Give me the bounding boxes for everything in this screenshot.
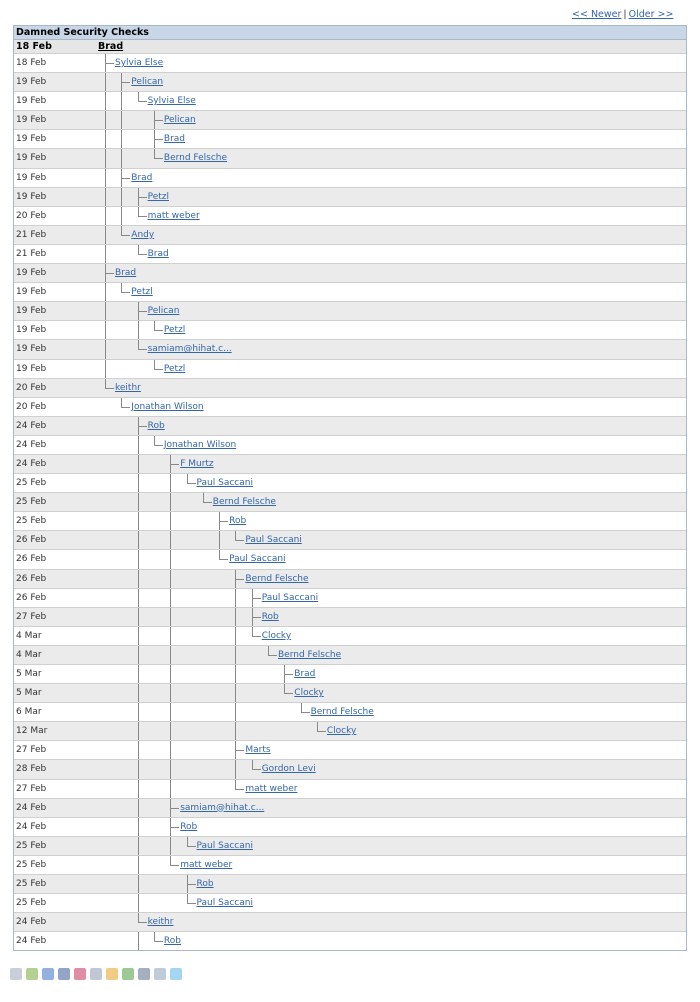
nav-separator: | <box>623 9 627 20</box>
table-row <box>14 588 686 607</box>
post-author-link[interactable]: Pelican <box>163 115 196 126</box>
tree-connector <box>235 570 244 580</box>
table-row <box>14 779 686 798</box>
tree-connector <box>187 894 196 904</box>
tree-connector <box>154 111 163 121</box>
post-author-link[interactable]: Rob <box>147 420 165 431</box>
tree-line <box>138 646 139 664</box>
table-row <box>14 206 686 225</box>
root-date: 18 Feb <box>16 41 52 52</box>
tree-connector <box>121 283 130 293</box>
tree-line <box>121 92 122 110</box>
tree-line <box>170 665 171 683</box>
tree-line <box>138 570 139 588</box>
delicious-icon[interactable] <box>42 968 54 980</box>
post-author-link[interactable]: Rob <box>261 611 279 622</box>
tree-connector <box>252 760 261 770</box>
tree-connector <box>252 608 261 618</box>
tree-connector <box>138 188 147 198</box>
post-date: 21 Feb <box>16 248 47 259</box>
tree-connector <box>219 512 228 522</box>
tree-connector <box>105 264 114 274</box>
tree-line <box>170 570 171 588</box>
tree-line <box>235 722 236 740</box>
tree-line <box>105 360 106 378</box>
post-author-link[interactable]: Gordon Levi <box>261 764 316 775</box>
post-date: 24 Feb <box>16 439 47 450</box>
table-row <box>14 187 686 206</box>
tree-line <box>138 818 139 836</box>
post-date: 26 Feb <box>16 535 47 546</box>
post-date: 26 Feb <box>16 554 47 565</box>
post-author-link[interactable]: Sylvia Else <box>147 96 196 107</box>
post-author-link[interactable]: Bernd Felsche <box>163 153 228 164</box>
table-row <box>14 912 686 931</box>
table-row <box>14 263 686 282</box>
tree-line <box>105 188 106 206</box>
post-date: 25 Feb <box>16 497 47 508</box>
post-date: 21 Feb <box>16 229 47 240</box>
table-row <box>14 378 686 397</box>
tree-line <box>138 894 139 912</box>
tree-line <box>138 875 139 893</box>
tree-line <box>121 130 122 148</box>
post-date: 24 Feb <box>16 458 47 469</box>
post-date: 24 Feb <box>16 936 47 947</box>
tree-line <box>138 455 139 473</box>
post-date: 24 Feb <box>16 802 47 813</box>
tree-connector <box>138 207 147 217</box>
tree-connector <box>154 932 163 942</box>
tree-line <box>170 493 171 511</box>
post-date: 25 Feb <box>16 898 47 909</box>
table-row <box>14 397 686 416</box>
tree-line <box>138 321 139 339</box>
tree-connector <box>121 169 130 179</box>
post-date: 19 Feb <box>16 77 47 88</box>
table-row <box>14 282 686 301</box>
tree-connector <box>187 875 196 885</box>
tree-line <box>235 608 236 626</box>
tree-line <box>138 722 139 740</box>
tree-line <box>138 684 139 702</box>
tree-line <box>105 207 106 225</box>
tree-line <box>138 589 139 607</box>
post-date: 27 Feb <box>16 745 47 756</box>
older-link[interactable]: Older >> <box>628 9 674 20</box>
tree-line <box>170 531 171 549</box>
table-row <box>14 492 686 511</box>
post-author-link[interactable]: Brad <box>131 172 153 183</box>
tree-line <box>105 283 106 301</box>
post-author-link[interactable]: Clocky <box>261 630 292 641</box>
tree-connector <box>138 417 147 427</box>
tree-line <box>219 531 220 549</box>
post-date: 25 Feb <box>16 516 47 527</box>
megaphone-icon[interactable] <box>138 968 150 980</box>
post-author-link[interactable]: samiam@hihat.c... <box>147 344 232 355</box>
tree-connector <box>317 722 326 732</box>
tree-line <box>138 436 139 454</box>
tree-line <box>235 760 236 778</box>
tree-line <box>170 760 171 778</box>
table-row <box>14 817 686 836</box>
post-date: 27 Feb <box>16 611 47 622</box>
tree-connector <box>121 398 130 408</box>
post-date: 25 Feb <box>16 478 47 489</box>
post-author-link[interactable]: Brad <box>115 268 137 279</box>
tree-line <box>138 780 139 798</box>
post-author-link[interactable]: Paul Saccani <box>196 840 253 851</box>
table-row <box>14 702 686 721</box>
post-author-link[interactable]: Rob <box>163 936 181 947</box>
table-row <box>14 607 686 626</box>
post-author-link[interactable]: Brad <box>147 248 169 259</box>
post-author-link[interactable]: keithr <box>147 917 174 928</box>
tree-line <box>138 493 139 511</box>
tree-line <box>105 130 106 148</box>
post-date: 19 Feb <box>16 115 47 126</box>
post-date: 5 Mar <box>16 669 42 679</box>
tree-line <box>138 531 139 549</box>
share-icon[interactable] <box>10 968 22 980</box>
post-date: 19 Feb <box>16 268 47 279</box>
table-row <box>14 664 686 683</box>
table-row <box>14 759 686 778</box>
post-author-link[interactable]: Petzl <box>147 191 169 202</box>
gear-share-icon[interactable] <box>26 968 38 980</box>
google-icon[interactable] <box>90 968 102 980</box>
tree-connector <box>235 780 244 790</box>
tree-connector <box>138 913 147 923</box>
tree-line <box>121 188 122 206</box>
tree-line <box>170 608 171 626</box>
post-author-link[interactable]: samiam@hihat.c... <box>180 802 265 813</box>
post-author-link[interactable]: Paul Saccani <box>245 535 302 546</box>
table-row <box>14 244 686 263</box>
table-row <box>14 473 686 492</box>
table-row <box>14 931 686 950</box>
table-row <box>14 893 686 912</box>
post-author-link[interactable]: Andy <box>131 229 155 240</box>
tree-line <box>170 627 171 645</box>
post-author-link[interactable]: Petzl <box>163 363 186 374</box>
post-date: 27 Feb <box>16 783 47 794</box>
tree-connector <box>252 589 261 599</box>
tree-connector <box>121 73 130 83</box>
tree-line <box>138 932 139 950</box>
tree-line <box>121 111 122 129</box>
tree-line <box>105 226 106 244</box>
tree-connector <box>170 856 179 866</box>
post-author-link[interactable]: Jonathan Wilson <box>163 439 237 450</box>
post-author-link[interactable]: Pelican <box>131 77 164 88</box>
post-author-link[interactable]: Petzl <box>163 325 186 336</box>
post-date: 24 Feb <box>16 821 47 832</box>
post-date: 28 Feb <box>16 764 47 775</box>
blogger-icon[interactable] <box>106 968 118 980</box>
tree-line <box>105 92 106 110</box>
tree-line <box>170 703 171 721</box>
tree-connector <box>235 531 244 541</box>
tree-line <box>170 550 171 568</box>
post-date: 19 Feb <box>16 191 47 202</box>
tree-line <box>105 321 106 339</box>
tree-line <box>170 780 171 798</box>
post-author-link[interactable]: matt weber <box>147 210 200 221</box>
post-author-link[interactable]: Brad <box>294 669 316 679</box>
post-author-link[interactable]: Paul Saccani <box>196 478 253 489</box>
tree-connector <box>121 226 130 236</box>
post-author-link[interactable]: keithr <box>115 382 141 393</box>
table-row <box>14 569 686 588</box>
tree-connector <box>301 703 310 713</box>
tree-connector <box>268 646 277 656</box>
twitter-icon[interactable] <box>170 968 182 980</box>
table-row <box>14 721 686 740</box>
tree-line <box>105 73 106 91</box>
tree-connector <box>154 360 163 370</box>
table-row <box>14 511 686 530</box>
tree-line <box>170 741 171 759</box>
post-date: 19 Feb <box>16 287 47 298</box>
table-row <box>14 683 686 702</box>
post-author-link[interactable]: Clocky <box>294 688 324 699</box>
tree-connector <box>105 54 114 64</box>
tree-line <box>170 684 171 702</box>
tree-connector <box>154 149 163 159</box>
thread-rows <box>14 53 686 950</box>
newer-link[interactable]: << Newer <box>572 9 622 20</box>
post-date: 12 Mar <box>16 726 48 737</box>
table-row <box>14 454 686 473</box>
tree-line <box>138 665 139 683</box>
post-date: 6 Mar <box>16 707 42 718</box>
tree-line <box>138 608 139 626</box>
table-row <box>14 549 686 568</box>
post-date: 18 Feb <box>16 58 47 68</box>
post-author-link[interactable]: Paul Saccani <box>196 898 253 909</box>
post-date: 26 Feb <box>16 573 47 584</box>
tree-connector <box>154 436 163 446</box>
tree-line <box>170 722 171 740</box>
share-bar <box>10 968 182 984</box>
post-author-link[interactable]: Rob <box>229 516 247 527</box>
post-date: 25 Feb <box>16 840 47 851</box>
tree-connector <box>187 474 196 484</box>
table-row <box>14 645 686 664</box>
tree-line <box>138 856 139 874</box>
table-row <box>14 339 686 358</box>
table-row <box>14 798 686 817</box>
tree-connector <box>203 493 212 503</box>
tree-line <box>105 245 106 263</box>
post-author-link[interactable]: Rob <box>180 821 198 832</box>
tree-connector <box>219 550 228 560</box>
tree-line <box>138 837 139 855</box>
tree-line <box>235 703 236 721</box>
post-date: 20 Feb <box>16 382 47 393</box>
tree-connector <box>138 92 147 102</box>
tree-line <box>105 169 106 187</box>
tree-connector <box>252 627 261 637</box>
tree-line <box>170 646 171 664</box>
table-row <box>14 359 686 378</box>
tree-line <box>138 550 139 568</box>
post-date: 4 Mar <box>16 630 42 641</box>
table-row <box>14 225 686 244</box>
post-author-link[interactable]: Bernd Felsche <box>212 497 276 508</box>
post-date: 26 Feb <box>16 592 47 603</box>
tree-connector <box>235 741 244 751</box>
post-author-link[interactable]: Clocky <box>326 726 357 737</box>
post-author-link[interactable]: Bernd Felsche <box>310 707 374 718</box>
tree-connector <box>154 321 163 331</box>
post-author-link[interactable]: Brad <box>163 134 185 145</box>
post-author-link[interactable]: Sylvia Else <box>115 58 164 68</box>
post-author-link[interactable]: matt weber <box>180 859 233 870</box>
post-author-link[interactable]: matt weber <box>245 783 298 794</box>
post-author-link[interactable]: Marts <box>245 745 271 756</box>
tree-connector <box>170 455 179 465</box>
tree-line <box>105 302 106 320</box>
tree-line <box>138 760 139 778</box>
post-date: 19 Feb <box>16 344 47 355</box>
post-author-link[interactable]: F Murtz <box>180 458 214 469</box>
post-date: 19 Feb <box>16 172 47 183</box>
post-date: 19 Feb <box>16 134 47 145</box>
tree-line <box>235 646 236 664</box>
post-date: 4 Mar <box>16 649 42 660</box>
tree-line <box>235 589 236 607</box>
tree-line <box>105 340 106 358</box>
table-row <box>14 874 686 893</box>
post-author-link[interactable]: Bernd Felsche <box>245 573 309 584</box>
table-row <box>14 320 686 339</box>
thread-title: Damned Security Checks <box>14 26 686 39</box>
post-date: 25 Feb <box>16 879 47 890</box>
table-row <box>14 301 686 320</box>
post-date: 19 Feb <box>16 96 47 107</box>
post-author-link[interactable]: Petzl <box>131 287 153 298</box>
table-row <box>14 836 686 855</box>
tree-line <box>235 665 236 683</box>
tree-line <box>170 589 171 607</box>
post-date: 19 Feb <box>16 363 47 374</box>
post-author-link[interactable]: Rob <box>196 879 214 890</box>
myspace-icon[interactable] <box>74 968 86 980</box>
thread-root-row <box>14 39 686 53</box>
tree-connector <box>138 302 147 312</box>
post-date: 25 Feb <box>16 859 47 870</box>
tree-connector <box>170 818 179 828</box>
tree-line <box>121 149 122 167</box>
table-row <box>14 416 686 435</box>
thread-table <box>13 25 687 951</box>
tree-line <box>138 627 139 645</box>
tree-line <box>138 512 139 530</box>
tree-line <box>105 111 106 129</box>
root-author[interactable]: Brad <box>98 41 124 52</box>
tree-line <box>170 837 171 855</box>
post-date: 24 Feb <box>16 420 47 431</box>
post-author-link[interactable]: Jonathan Wilson <box>131 401 204 412</box>
facebook-icon[interactable] <box>58 968 70 980</box>
post-date: 5 Mar <box>16 688 42 699</box>
tree-line <box>121 207 122 225</box>
tree-line <box>138 741 139 759</box>
tree-connector <box>138 340 147 350</box>
post-author-link[interactable]: Paul Saccani <box>261 592 319 603</box>
table-row <box>14 626 686 645</box>
table-row <box>14 53 686 72</box>
tree-connector <box>284 684 293 694</box>
table-row <box>14 129 686 148</box>
table-row <box>14 168 686 187</box>
table-row <box>14 148 686 167</box>
tree-connector <box>154 130 163 140</box>
table-row <box>14 855 686 874</box>
tree-line <box>105 149 106 167</box>
post-date: 19 Feb <box>16 153 47 164</box>
tree-connector <box>105 379 114 389</box>
digg-icon[interactable] <box>154 968 166 980</box>
table-row <box>14 740 686 759</box>
tree-line <box>138 474 139 492</box>
windows-icon[interactable] <box>122 968 134 980</box>
tree-connector <box>170 799 179 809</box>
tree-connector <box>284 665 293 675</box>
post-date: 24 Feb <box>16 917 47 928</box>
tree-connector <box>187 837 196 847</box>
table-row <box>14 435 686 454</box>
tree-line <box>138 799 139 817</box>
tree-line <box>170 512 171 530</box>
tree-line <box>235 627 236 645</box>
table-row <box>14 530 686 549</box>
table-row <box>14 72 686 91</box>
post-author-link[interactable]: Bernd Felsche <box>278 649 342 660</box>
post-date: 20 Feb <box>16 401 47 412</box>
post-author-link[interactable]: Pelican <box>147 306 180 317</box>
tree-connector <box>138 245 147 255</box>
post-date: 19 Feb <box>16 306 47 317</box>
post-author-link[interactable]: Paul Saccani <box>229 554 286 565</box>
pagination-nav <box>572 8 673 22</box>
post-date: 19 Feb <box>16 325 47 336</box>
tree-line <box>138 703 139 721</box>
post-date: 20 Feb <box>16 210 47 221</box>
tree-line <box>235 684 236 702</box>
table-row <box>14 110 686 129</box>
tree-line <box>170 474 171 492</box>
table-row <box>14 91 686 110</box>
